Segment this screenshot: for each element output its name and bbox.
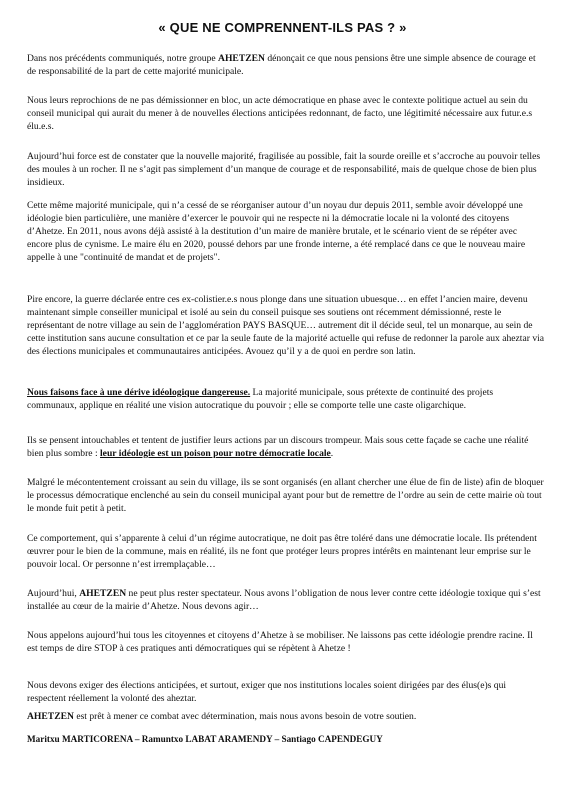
page-title: « QUE NE COMPRENNENT-ILS PAS ? » [158, 20, 407, 35]
paragraph-2: Nous leurs reprochions de ne pas démissionner en bloc, un acte démocratique en phase avec le contexte politique actuel au sein du conseil municipal qui aurait du mener à de nouvelles élections anticipées redonnant, de facto, une légitimité nécessaire aux futur.e.s élu.e.s. [27, 95, 533, 132]
paragraph-4: Cette même majorité municipale, qui n’a cessé de se réorganiser autour d’un noyau dur depuis 2011, semble avoir développé une idéologie bien particulière, une manière d’exercer le pouvoir qui ne respecte ni la démocratie locale ni la volonté des citoyens d’Ahetze. En 2011, nous avons déjà assisté à la destitution d’un maire de manière brutale, et le scénario vient de se répéter avec encore plus de cynisme. Le maire élu en 2020, poussé dehors par une fronde interne, a été remplacé dans ce que le nouveau maire appelle à une "continuité de mandat et de projets". [27, 200, 526, 263]
paragraph-text: Dans nos précédents communiqués, notre groupe [27, 53, 219, 64]
paragraph-10 [27, 587, 545, 613]
paragraph-6 [27, 386, 545, 412]
paragraph-text: La majorité municipale, sous prétexte de continuité des projets communaux, applique en réalité une vision autocratique du pouvoir ; elle se comporte telle une caste oligarchique. [27, 387, 494, 411]
emphasis-statement: leur idéologie est un poison pour notre démocratie locale [100, 448, 331, 459]
signature-line: Maritxu MARTICORENA – Ramuntxo LABAT ARAMENDY – Santiago CAPENDEGUY [27, 734, 383, 744]
group-name: AHETZEN [218, 53, 265, 64]
paragraph-3: Aujourd’hui force est de constater que la nouvelle majorité, fragilisée au possible, fait la sourde oreille et s’accroche au pouvoir telles des moules à un rocher. Il ne s’agit pas simplement d’un manque de courage et de responsabilité, mais de quelque chose de bien plus insidieux. [27, 151, 541, 188]
paragraph-text: Aujourd’hui, [27, 588, 80, 599]
paragraph-11: Nous appelons aujourd’hui tous les citoyennes et citoyens d’Ahetze à se mobiliser. Ne laissons pas cette idéologie prendre racine. Il est temps de dire STOP à ces pratiques anti démocratiques qui se répètent à Ahetze ! [27, 630, 533, 654]
paragraph-12: Nous devons exiger des élections anticipées, et surtout, exiger que nos institutions locales soient dirigées par des élus(e)s qui respectent réellement la volonté des aheztar. [27, 680, 507, 704]
paragraph-7 [27, 434, 545, 460]
paragraph-1 [27, 52, 545, 78]
paragraph-13 [27, 710, 545, 723]
group-name: AHETZEN [79, 588, 127, 599]
paragraph-9: Ce comportement, qui s’apparente à celui d’un régime autocratique, ne doit pas être toléré dans une démocratie locale. Ils prétendent œuvrer pour le bien de la commune, mais en réalité, ils ne font que protéger leurs propres intérêts en maintenant leur emprise sur le pouvoir local. Or personne n’est irremplaçable… [27, 533, 537, 570]
paragraph-8: Malgré le mécontentement croissant au sein du village, ils se sont organisés (en allant chercher une élue de fin de liste) afin de bloquer le processus démocratique enclenché au sein du conseil municipal ayant pour but de remettre de l’ordre au sein de cette mairie où tout le monde fuit petit à petit. [27, 477, 544, 514]
paragraph-text: . [330, 448, 334, 459]
paragraph-5: Pire encore, la guerre déclarée entre ces ex-colistier.e.s nous plonge dans une situation ubuesque… en effet l’ancien maire, devenu maintenant simple conseiller municipal et isolé au sein du conseil puisque ses soutiens ont récemment démissionné, reste le représentant de notre village au sein de l’agglomération PAYS BASQUE… autrement dit il décide seul, tel un monarque, au sein de cette institution sans aucune consultation et ce par la seule faute de la majorité actuelle qui refuse de redonner la parole aux aheztar via des élections municipales et communautaires anticipées. Avouez qu’il y a de quoi en perdre son latin. [27, 294, 545, 357]
paragraph-text: ne peut plus rester spectateur. Nous avons l’obligation de nous lever contre cette idéologie toxique qui s’est installée au cœur de la mairie d’Ahetze. Nous devons agir… [27, 588, 541, 612]
emphasis-heading: Nous faisons face à une dérive idéologique dangereuse. [27, 387, 251, 398]
group-name: AHETZEN [27, 711, 74, 722]
paragraph-text: dénonçait ce que nous pensions être une simple absence de courage et de responsabilité de la part de cette majorité municipale. [27, 53, 536, 77]
paragraph-text: Ils se pensent intouchables et tentent de justifier leurs actions par un discours trompeur. Mais sous cette façade se cache une réalité bien plus sombre : [27, 435, 529, 459]
paragraph-text: est prêt à mener ce combat avec détermination, mais nous avons besoin de votre soutien. [73, 711, 417, 722]
